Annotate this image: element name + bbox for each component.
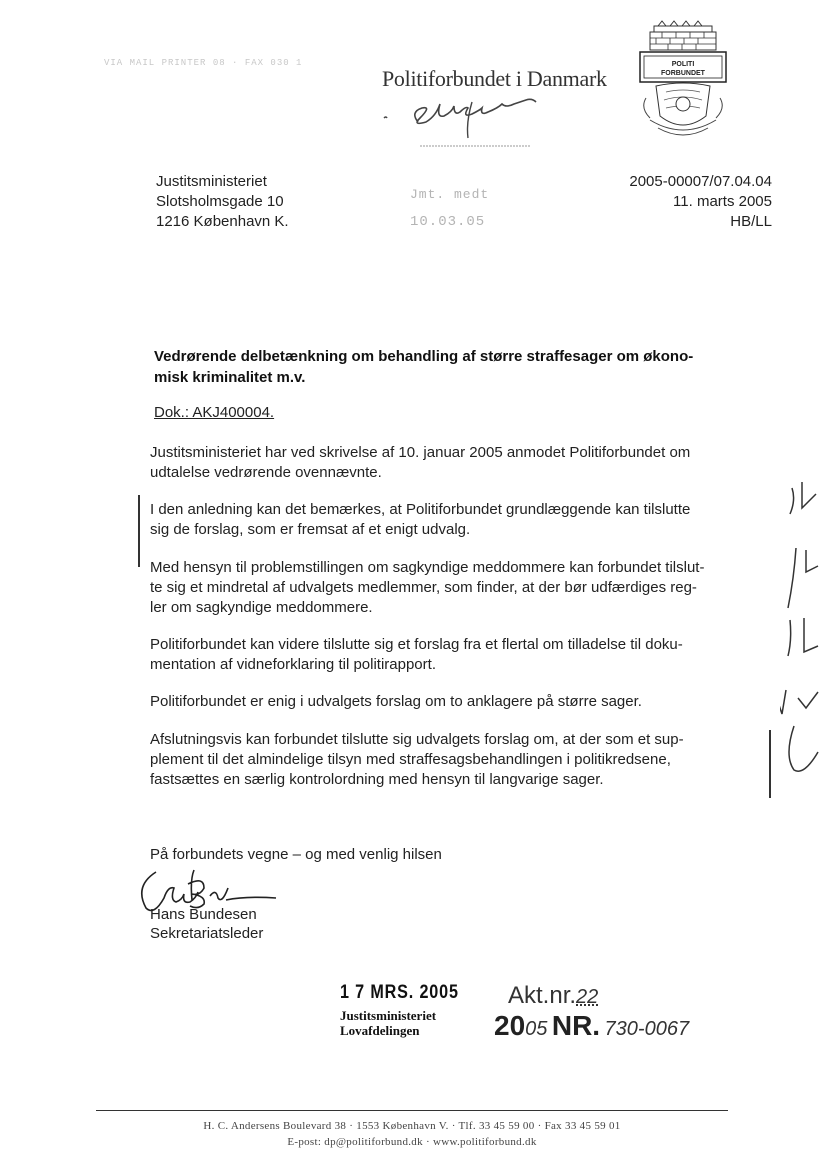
paragraph-line: Med hensyn til problemstillingen om sagkyndige meddommere kan forbundet tilslut- — [150, 559, 705, 576]
akt-value: 22 — [576, 986, 599, 1008]
faint-fax-header: VIA MAIL PRINTER 08 · FAX 030 1 — [104, 58, 303, 68]
police-union-crest-logo — [636, 20, 730, 148]
letterhead-signature-scribble — [380, 92, 580, 152]
year-prefix: 20 — [494, 1010, 526, 1041]
paragraph-line: Afslutningsvis kan forbundet tilslutte sig udvalgets forslag om, at der som et sup- — [150, 731, 684, 748]
signatory-title: Sekretariatsleder — [150, 925, 264, 942]
initials: HB/LL — [730, 213, 772, 230]
paragraph-6 — [150, 730, 772, 790]
nr-value: 730-0067 — [604, 1018, 690, 1040]
paragraph-line: Justitsministeriet har ved skrivelse af 10. januar 2005 anmodet Politiforbundet om — [150, 444, 691, 461]
year-suffix: 05 — [525, 1018, 548, 1040]
paragraph-line: te sig et mindretal af udvalgets medlemmer, som finder, at der bør udfærdiges reg- — [150, 579, 697, 596]
paragraph-3 — [150, 558, 772, 618]
akt-stamp — [508, 982, 598, 1010]
paragraph-line: fastsættes en særlig kontrolordning med hensyn til langvarige sager. — [150, 771, 604, 788]
paragraph-line: ler om sagkyndige meddommere. — [150, 599, 373, 616]
document-reference: Dok.: AKJ400004. — [154, 404, 275, 421]
faint-stamp-line-1: Jmt. medt — [410, 187, 490, 202]
crest-text-top: POLITI — [671, 61, 695, 68]
subject-line-1: Vedrørende delbetænkning om behandling af større straffesager om økono- — [154, 348, 694, 365]
closing-greeting: På forbundets vegne – og med venlig hilsen — [150, 846, 442, 863]
paragraph-line: Politiforbundet kan videre tilslutte sig et forslag fra et flertal om tilladelse til doku- — [150, 636, 683, 653]
signature-text: Hans Bundesen — [126, 915, 134, 916]
case-number: 2005-00007/07.04.04 — [629, 173, 772, 190]
margin-handwritten-marks — [780, 470, 824, 810]
letter-date: 11. marts 2005 — [673, 193, 772, 210]
nr-label: NR. — [551, 1010, 601, 1041]
journal-number-stamp — [494, 1010, 689, 1042]
subject-line-2: misk kriminalitet m.v. — [154, 369, 306, 386]
paragraph-4 — [150, 635, 772, 675]
paragraph-line: mentation af vidneforklaring til politirapport. — [150, 656, 436, 673]
organization-name: Politiforbundet i Danmark — [382, 66, 607, 91]
paragraph-1 — [150, 443, 772, 483]
faint-stamp-line-2: 10.03.05 — [410, 214, 486, 230]
received-stamp-date: 1 7 MRS. 2005 — [340, 982, 459, 1003]
signatory-name: Hans Bundesen — [150, 906, 257, 923]
paragraph-line: Politiforbundet er enig i udvalgets forslag om to anklagere på større sager. — [150, 693, 642, 710]
received-stamp — [340, 1008, 436, 1038]
reference-block — [629, 172, 772, 232]
paragraph-line: udtalelse vedrørende ovennævnte. — [150, 464, 382, 481]
faint-receipt-stamp — [410, 187, 489, 230]
footer-address: H. C. Andersens Boulevard 38 · 1553 København V. · Tlf. 33 45 59 00 · Fax 33 45 59 01 — [203, 1120, 621, 1132]
recipient-address — [156, 172, 289, 232]
recipient-line-1: Justitsministeriet — [156, 173, 267, 190]
footer-contact: E-post: dp@politiforbund.dk · www.politiforbund.dk — [287, 1136, 537, 1148]
paragraph-2 — [150, 500, 772, 540]
crest-text-bottom: FORBUNDET — [661, 70, 705, 77]
footer-rule — [96, 1110, 728, 1111]
akt-label: Akt.nr. — [508, 982, 577, 1009]
recipient-line-3: 1216 København K. — [156, 213, 289, 230]
paragraph-line: sig de forslag, som er fremsat af et enigt udvalg. — [150, 521, 471, 538]
received-stamp-line-1: Justitsministeriet — [340, 1008, 437, 1023]
paragraph-line: I den anledning kan det bemærkes, at Politiforbundet grundlæggende kan tilslutte — [150, 501, 691, 518]
margin-bar-left — [138, 495, 140, 567]
paragraph-5 — [150, 692, 772, 712]
received-stamp-line-2: Lovafdelingen — [340, 1023, 420, 1038]
paragraph-line: plement til det almindelige tilsyn med straffesagsbehandlingen i politikredsene, — [150, 751, 671, 768]
subject-heading — [154, 346, 774, 388]
recipient-line-2: Slotsholmsgade 10 — [156, 193, 284, 210]
margin-bar-right — [769, 730, 771, 798]
